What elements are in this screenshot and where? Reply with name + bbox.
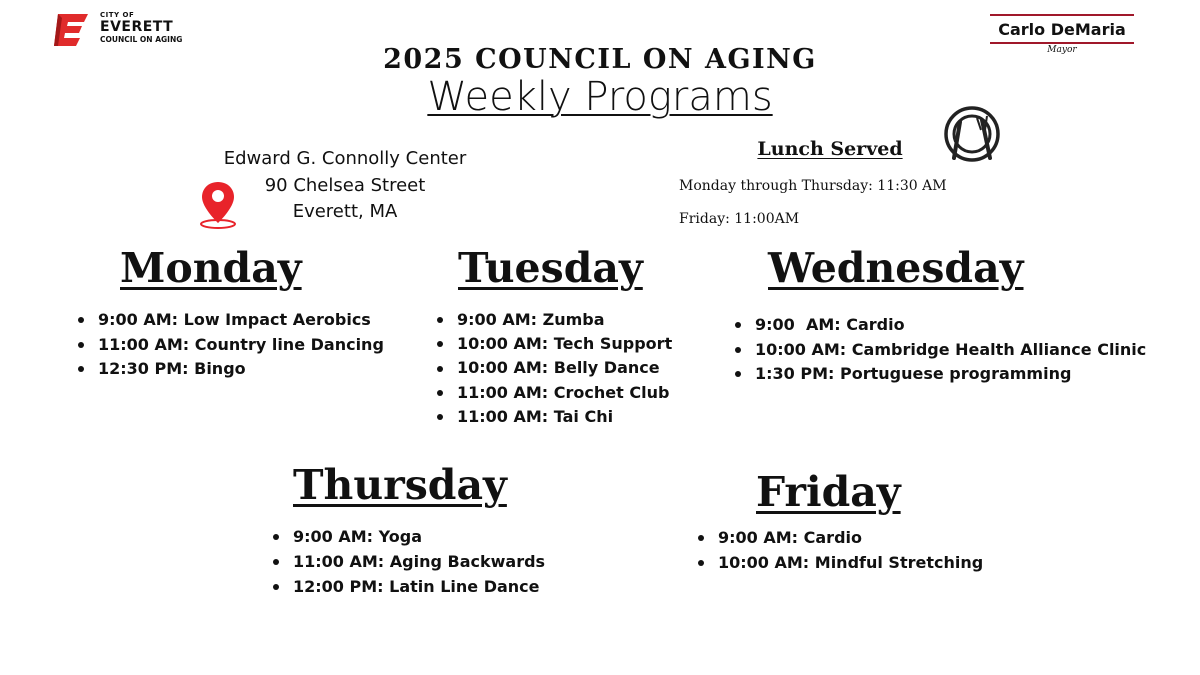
- list-item: 9:00 AM: Yoga: [273, 524, 545, 549]
- list-item: 9:00 AM: Low Impact Aerobics: [78, 308, 384, 333]
- everett-e-logo-icon: [54, 12, 94, 48]
- list-item: 9:00 AM: Cardio: [698, 525, 983, 550]
- lunch-line-friday: Friday: 11:00AM: [679, 211, 800, 227]
- list-item: 11:00 AM: Country line Dancing: [78, 333, 384, 358]
- list-item: 10:00 AM: Mindful Stretching: [698, 550, 983, 575]
- lunch-line-weekdays: Monday through Thursday: 11:30 AM: [679, 178, 947, 194]
- page-subtitle: Weekly Programs: [427, 74, 773, 120]
- location-name: Edward G. Connolly Center: [223, 148, 467, 169]
- list-item: 11:00 AM: Tai Chi: [437, 405, 672, 429]
- program-list-friday: [698, 525, 983, 575]
- mayor-name: Carlo DeMaria: [998, 20, 1126, 39]
- day-title-tuesday: Tuesday: [458, 244, 643, 292]
- logo-city-name: EVERETT: [100, 19, 174, 35]
- page-title: 2025 COUNCIL ON AGING: [383, 44, 817, 75]
- list-item: 11:00 AM: Aging Backwards: [273, 549, 545, 574]
- logo-department: COUNCIL ON AGING: [100, 35, 183, 44]
- day-title-wednesday: Wednesday: [768, 244, 1024, 292]
- location-street: 90 Chelsea Street: [264, 174, 426, 196]
- list-item: 10:00 AM: Belly Dance: [437, 356, 672, 380]
- list-item: 10:00 AM: Tech Support: [437, 332, 672, 356]
- list-item: 12:00 PM: Latin Line Dance: [273, 574, 545, 599]
- location-city: Everett, MA: [292, 201, 398, 222]
- day-title-thursday: Thursday: [293, 461, 507, 509]
- logo-city-of: CITY OF: [100, 11, 135, 19]
- list-item: 9:00 AM: Cardio: [735, 313, 1146, 338]
- list-item: 9:00 AM: Zumba: [437, 308, 672, 332]
- list-item: 12:30 PM: Bingo: [78, 357, 384, 382]
- program-list-monday: [78, 308, 384, 382]
- map-pin-icon: [198, 178, 238, 230]
- program-list-tuesday: [437, 308, 672, 429]
- list-item: 1:30 PM: Portuguese programming: [735, 362, 1146, 387]
- day-title-monday: Monday: [120, 244, 302, 292]
- page-subtitle-wrap: [0, 74, 1200, 120]
- list-item: 11:00 AM: Crochet Club: [437, 381, 672, 405]
- program-list-thursday: [273, 524, 545, 599]
- list-item: 10:00 AM: Cambridge Health Alliance Clinic: [735, 338, 1146, 363]
- mayor-title: Mayor: [1047, 45, 1077, 55]
- plate-fork-knife-icon: [942, 104, 1002, 164]
- program-list-wednesday: [735, 313, 1146, 387]
- day-title-friday: Friday: [756, 468, 901, 516]
- lunch-title: Lunch Served: [757, 138, 903, 160]
